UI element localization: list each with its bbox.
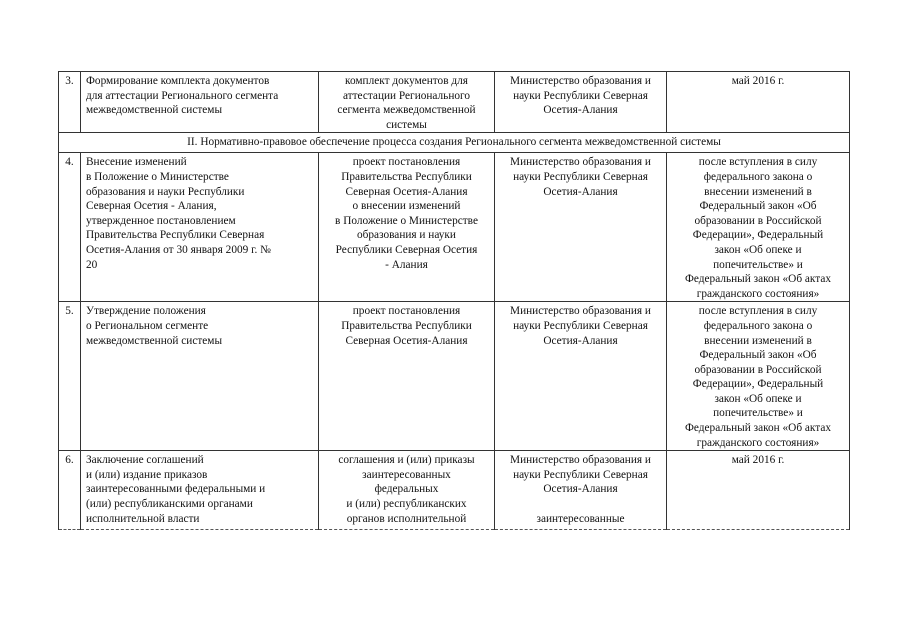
activity-cell: Формирование комплекта документов для аттестации Регионального сегмента межведомственной системы: [81, 72, 319, 133]
deadline-cell: после вступления в силу федерального закона о внесении изменений в Федеральный закон «Об образовании в Российской Федерации», Федеральный закон «Об опеке и попечительстве» и Федеральный закон «Об актах гражданского состояния»: [667, 153, 850, 302]
executor-cell: Министерство образования и науки Республики Северная Осетия-Алания: [495, 302, 667, 451]
result-cell: соглашения и (или) приказы заинтересованных федеральных и (или) республиканских органов исполнительной: [319, 451, 495, 530]
row-number: 4.: [59, 153, 81, 302]
deadline-cell: май 2016 г.: [667, 72, 850, 133]
deadline-cell: после вступления в силу федерального закона о внесении изменений в Федеральный закон «Об образовании в Российской Федерации», Федеральный закон «Об опеке и попечительстве» и Федеральный закон «Об актах гражданского состояния»: [667, 302, 850, 451]
row-number: 5.: [59, 302, 81, 451]
executor-cell: Министерство образования и науки Республики Северная Осетия-Алания заинтересованные: [495, 451, 667, 530]
table-row: [59, 72, 850, 133]
table-row: [59, 153, 850, 302]
result-cell: проект постановления Правительства Республики Северная Осетия-Алания о внесении изменений в Положение о Министерстве образования и науки Республики Северная Осетия - Алания: [319, 153, 495, 302]
deadline-cell: май 2016 г.: [667, 451, 850, 530]
table-row: [59, 451, 850, 530]
activity-cell: Заключение соглашений и (или) издание приказов заинтересованными федеральными и (или) республиканскими органами исполнительной власти: [81, 451, 319, 530]
executor-cell: Министерство образования и науки Республики Северная Осетия-Алания: [495, 72, 667, 133]
activity-cell: Утверждение положения о Региональном сегменте межведомственной системы: [81, 302, 319, 451]
activity-cell: Внесение изменений в Положение о Министерстве образования и науки Республики Северная Осетия - Алания, утвержденное постановлением Правительства Республики Северная Осетия-Алания от 30 января 2009 г. № 20: [81, 153, 319, 302]
table-row: [59, 302, 850, 451]
section-row: [59, 133, 850, 153]
result-cell: комплект документов для аттестации Регионального сегмента межведомственной системы: [319, 72, 495, 133]
section-heading: II. Нормативно-правовое обеспечение процесса создания Регионального сегмента межведомственной системы: [59, 133, 850, 153]
row-number: 6.: [59, 451, 81, 530]
row-number: 3.: [59, 72, 81, 133]
plan-table: [58, 71, 850, 530]
result-cell: проект постановления Правительства Республики Северная Осетия-Алания: [319, 302, 495, 451]
executor-cell: Министерство образования и науки Республики Северная Осетия-Алания: [495, 153, 667, 302]
